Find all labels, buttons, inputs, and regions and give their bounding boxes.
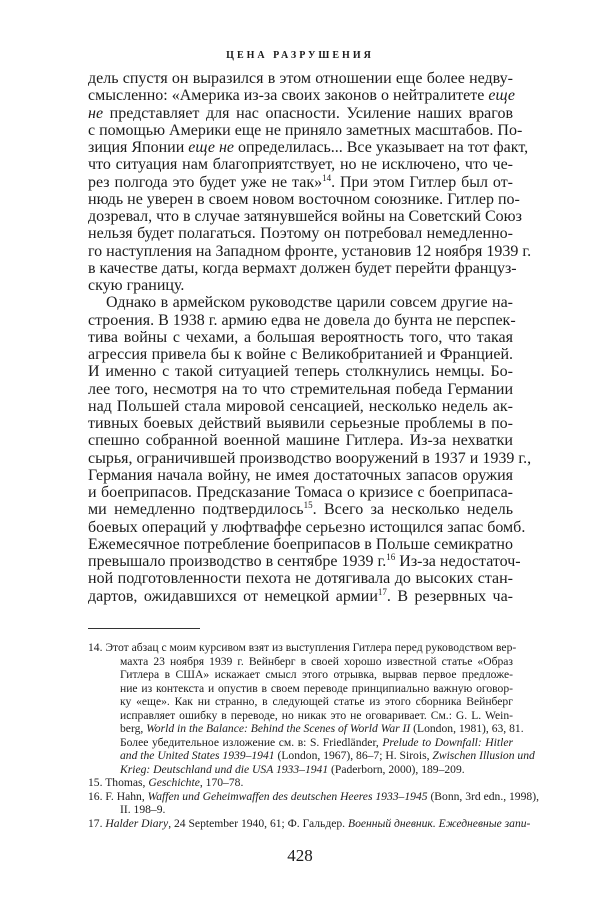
text-line: рез полгода это будет уже не так»$^{14}$. При этом Гитлер был от-	[88, 172, 514, 191]
text-line: Более убедительное изложение см. в: S. Friedländer, Prelude to Downfall: Hitler	[120, 735, 513, 749]
text-line: с помощью Америки еще не приняло заметных масштабов. По-	[88, 121, 523, 139]
italic-text: Halder Diary	[105, 816, 169, 830]
footnote-number: 15.	[88, 776, 106, 789]
italic-text: and the United States 1939–1941	[120, 749, 275, 762]
paragraph	[88, 70, 532, 294]
text-line: and the United States 1939–1941 (London, 1967), 86–7; H. Sirois, Zwischen Illusion und	[120, 749, 535, 762]
footnote-divider	[88, 628, 200, 629]
italic-text: Prelude to Downfall: Hitler	[382, 735, 513, 749]
text-line: что ситуация нам благоприятствует, но не исключено, что че-	[88, 156, 513, 174]
body-text	[88, 70, 532, 605]
italic-text: не	[88, 104, 104, 122]
text-line: дозревал, что в случае затянувшейся войны на Советский Союз	[88, 208, 522, 225]
footnote	[88, 789, 539, 817]
text-line: ние из контекста и опустив в своем переводе принципиально важную оговор-	[120, 681, 513, 695]
text-line: исправляет ошибку в переводе, но никак это не оговаривает. См.: G. L. Wein-	[120, 708, 513, 722]
footnotes	[88, 641, 539, 830]
text-line: ми немедленно подтвердилось$^{15}$. Всего за несколько недель	[88, 500, 513, 519]
text-line: ной подготовленности пехота не дотягивала до высоких стан-	[88, 570, 513, 588]
text-line: Krieg: Deutschland und die USA 1933–1941 (Paderborn, 2000), 189–209.	[120, 762, 465, 776]
italic-text: Waffen und Geheimwaffen des deutschen Heeres 1933–1945	[147, 789, 428, 803]
text-line: скую границу.	[88, 277, 185, 294]
footnote	[88, 816, 531, 831]
italic-text: Zwischen Illusion und	[432, 749, 535, 762]
italic-text: еще	[488, 87, 516, 105]
text-line: berg, World in the Balance: Behind the Scenes of World War II (London, 1981), 63, 81.	[120, 722, 524, 735]
footnote-number: 16.	[88, 789, 106, 803]
text-line: нюдь не уверен в своем новом восточном союзнике. Гитлер по-	[88, 190, 520, 208]
text-line: сырья, ограничившей производство вооружений в 1937 и 1939 г.,	[88, 449, 532, 467]
text-line: и боеприпасов. Предсказание Томаса о кризисе с боеприпаса-	[88, 484, 513, 501]
text-line: 15. Thomas, Geschichte, 170–78.	[88, 776, 244, 789]
footnote	[88, 641, 535, 776]
italic-text: еще не	[188, 139, 235, 156]
text-line: в качестве даты, когда вермахт должен будет перейти француз-	[88, 259, 517, 277]
text-line: лее того, несмотря на то что стремительная победа Германии	[88, 380, 513, 398]
footnote-number: 14.	[88, 641, 106, 654]
text-line: го наступления на Западном фронте, установив 12 ноября 1939 г.	[88, 242, 532, 260]
text-line: Германия начала войну, не имея достаточных запасов оружия	[88, 466, 513, 484]
italic-text: Krieg: Deutschland und die USA 1933–1941	[120, 762, 329, 776]
footnote-number: 17.	[88, 816, 106, 830]
text-line: И именно с такой ситуацией теперь столкнулись немцы. Бо-	[88, 363, 513, 381]
text-line: Однако в армейском руководстве царили совсем другие на-	[106, 294, 513, 312]
text-line: смысленно: «Америка из-за своих законов о нейтралитете еще	[88, 87, 516, 105]
footnote-reference: 17	[377, 586, 387, 597]
text-line: превышало производство в сентябре 1939 г.$^{16}$ Из-за недостаточ-	[88, 552, 521, 570]
text-line: 17. Halder Diary, 24 September 1940, 61; Ф. Гальдер. Военный дневник. Ежедневные запи-	[88, 816, 531, 830]
text-line: боевых операций у люфтваффе серьезно истощился запас бомб.	[88, 518, 526, 536]
text-line: дартов, ожидавшихся от немецкой армии$^{17}$. В резервных ча-	[88, 586, 513, 605]
text-line: нельзя будет полагаться. Поэтому он потребовал немедленно-	[88, 225, 513, 243]
text-line: спешно собранной военной машине Гитлера. Из-за нехватки	[88, 432, 513, 450]
text-line: над Польшей стала мировой сенсацией, несколько недель ак-	[88, 397, 513, 415]
running-head: ЦЕНА РАЗРУШЕНИЯ	[226, 50, 374, 61]
text-line: тивных боевых действий выявили серьезные проблемы в по-	[88, 415, 513, 432]
text-line: дель спустя он выразился в этом отношении еще более недву-	[88, 70, 513, 87]
text-line: тива войны с чехами, а большая вероятность того, что такая	[88, 328, 513, 346]
text-line: махта 23 ноября 1939 г. Вейнберг в своей хорошо известной статье «Образ	[120, 654, 513, 668]
italic-text: Военный дневник. Ежедневные запи-	[347, 816, 531, 830]
text-line: агрессия привела бы к войне с Великобританией и Францией.	[88, 346, 513, 363]
page-number: 428	[287, 846, 313, 865]
italic-text: Geschichte	[148, 776, 200, 789]
italic-text: World in the Balance: Behind the Scenes of World War II	[146, 722, 411, 735]
text-line: Ежемесячное потребление боеприпасов в Польше семикратно	[88, 535, 513, 553]
text-line: не представляет для нас опасности. Усиление наших врагов	[88, 104, 513, 122]
footnote	[88, 776, 513, 790]
text-line: зиция Японии еще не определилась... Все указывает на тот факт,	[88, 139, 529, 156]
paragraph	[88, 294, 532, 605]
text-line: Гитлера в США» искажает смысл этого отрывка, вырвав первое предложе-	[120, 668, 513, 681]
text-line: 16. F. Hahn, Waffen und Geheimwaffen des deutschen Heeres 1933–1945 (Bonn, 3rd edn., 1998),	[88, 789, 539, 803]
footnote-reference: 15	[303, 500, 313, 511]
footnote-reference: 16	[386, 552, 396, 562]
text-line: ку «еще». Как ни странно, в следующей статье из этого сборника Вейнберг	[120, 695, 513, 708]
text-line: II. 198–9.	[120, 803, 166, 816]
footnote-reference: 14	[322, 172, 332, 183]
text-line: 14. Этот абзац с моим курсивом взят из выступления Гитлера перед руководством вер-	[88, 641, 517, 654]
text-line: строения. В 1938 г. армию едва не довела до бунта не перспек-	[88, 311, 516, 329]
